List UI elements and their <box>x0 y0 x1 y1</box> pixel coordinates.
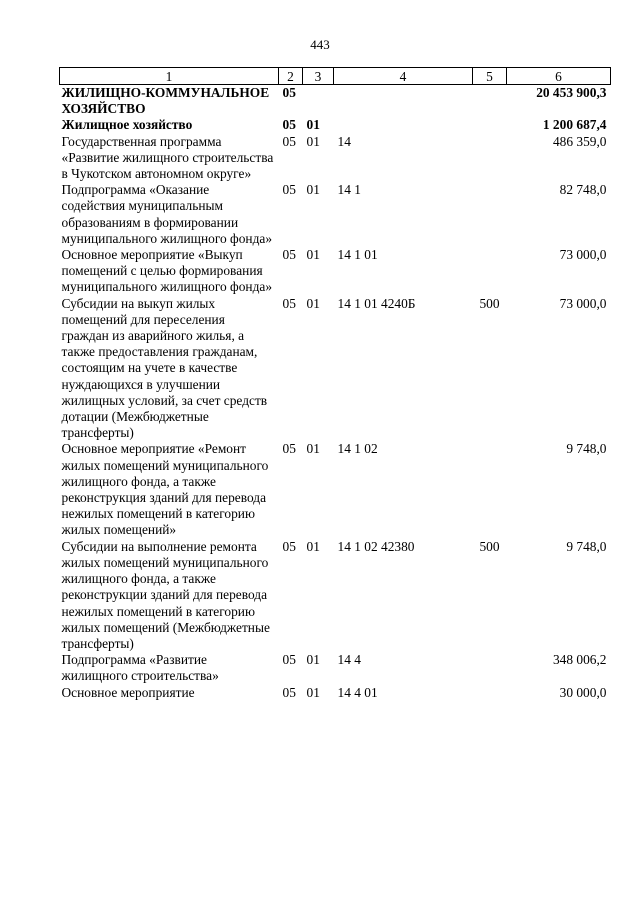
row-subsection-code: 01 <box>306 684 320 700</box>
row-section-code: 05 <box>282 538 296 554</box>
row-name: Государственная программа «Развитие жилищного строительства в Чукотском автономном округе» <box>61 133 274 182</box>
row-amount: 82 748,0 <box>559 182 607 198</box>
row-name: Подпрограмма «Развитие жилищного строительства» <box>61 652 219 684</box>
row-target-article: 14 4 <box>337 652 361 668</box>
row-section-code: 05 <box>282 85 296 100</box>
row-expense-type <box>473 182 507 247</box>
table-body <box>60 85 611 701</box>
header-col-5: 5 <box>473 68 507 85</box>
row-expense-type <box>473 134 507 183</box>
table-row <box>60 247 611 296</box>
row-target-article: 14 4 01 <box>337 684 378 700</box>
row-name: Субсидии на выкуп жилых помещений для переселения граждан из аварийного жилья, а также предоставления гражданам, состоящим на учете в качестве нуждающихся в улучшении жилищных условий, за счет средств дотации (Межбюджетные трансферты) <box>61 295 268 441</box>
row-subsection-code: 01 <box>306 538 320 554</box>
row-expense-type <box>473 85 507 118</box>
row-subsection-code: 01 <box>306 182 320 198</box>
header-col-4: 4 <box>334 68 473 85</box>
row-section-code: 05 <box>282 295 296 311</box>
row-subsection-code: 01 <box>306 117 320 133</box>
row-section-code: 05 <box>282 441 296 457</box>
row-amount: 20 453 900,3 <box>536 85 607 100</box>
row-target-article: 14 <box>337 133 351 149</box>
row-subsection-code <box>303 85 334 118</box>
table-row <box>60 85 611 118</box>
row-name: Основное мероприятие <box>61 684 195 700</box>
row-amount: 73 000,0 <box>559 247 607 263</box>
row-amount: 348 006,2 <box>552 652 607 668</box>
row-expense-type <box>473 117 507 133</box>
row-expense-type: 500 <box>479 538 500 554</box>
row-expense-type <box>473 247 507 296</box>
header-col-1: 1 <box>60 68 279 85</box>
table-row <box>60 296 611 442</box>
row-expense-type: 500 <box>479 295 500 311</box>
row-subsection-code: 01 <box>306 295 320 311</box>
row-section-code: 05 <box>282 133 296 149</box>
row-target-article: 14 1 01 <box>337 247 378 263</box>
header-col-6: 6 <box>507 68 611 85</box>
row-section-code: 05 <box>282 117 296 133</box>
table-header <box>60 68 611 85</box>
page-number: 443 <box>310 37 330 52</box>
row-target-article: 14 1 02 42380 <box>337 538 415 554</box>
table-row <box>60 117 611 133</box>
budget-table <box>59 67 611 701</box>
header-col-2: 2 <box>279 68 303 85</box>
row-expense-type <box>473 685 507 701</box>
header-col-3: 3 <box>303 68 334 85</box>
row-name: Основное мероприятие «Выкуп помещений с целью формирования муниципального жилищного фонда» <box>61 247 273 295</box>
table-row <box>60 685 611 701</box>
row-target-article: 14 1 <box>337 182 361 198</box>
row-section-code: 05 <box>282 684 296 700</box>
table-row <box>60 652 611 684</box>
row-target-article <box>334 117 473 133</box>
row-section-code: 05 <box>282 247 296 263</box>
row-name: Основное мероприятие «Ремонт жилых помещений муниципального жилищного фонда, а также реконструкция зданий для перевода нежилых помещений в категорию жилых помещений» <box>61 441 269 538</box>
row-target-article: 14 1 02 <box>337 441 378 457</box>
row-subsection-code: 01 <box>306 133 320 149</box>
row-name: Жилищное хозяйство <box>61 117 193 133</box>
row-target-article: 14 1 01 4240Б <box>337 295 416 311</box>
table-row <box>60 441 611 538</box>
row-subsection-code: 01 <box>306 652 320 668</box>
row-target-article <box>334 85 473 118</box>
table-row <box>60 134 611 183</box>
row-amount: 73 000,0 <box>559 295 607 311</box>
row-expense-type <box>473 652 507 684</box>
table-row <box>60 182 611 247</box>
row-amount: 30 000,0 <box>559 684 607 700</box>
table-row <box>60 539 611 652</box>
row-amount: 9 748,0 <box>566 441 607 457</box>
row-name: Подпрограмма «Оказание содействия муниципальным образованиям в формировании муниципального жилищного фонда» <box>61 182 273 246</box>
row-amount: 9 748,0 <box>566 538 607 554</box>
row-subsection-code: 01 <box>306 441 320 457</box>
row-section-code: 05 <box>282 182 296 198</box>
row-amount: 1 200 687,4 <box>542 117 607 133</box>
row-name: ЖИЛИЩНО-КОММУНАЛЬНОЕ ХОЗЯЙСТВО <box>61 85 270 117</box>
row-section-code: 05 <box>282 652 296 668</box>
row-expense-type <box>473 441 507 538</box>
row-name: Субсидии на выполнение ремонта жилых помещений муниципального жилищного фонда, а также реконструкции зданий для перевода нежилых помещений в категорию жилых помещений (Межбюджетные трансферты) <box>61 538 270 651</box>
row-amount: 486 359,0 <box>552 133 607 149</box>
row-subsection-code: 01 <box>306 247 320 263</box>
